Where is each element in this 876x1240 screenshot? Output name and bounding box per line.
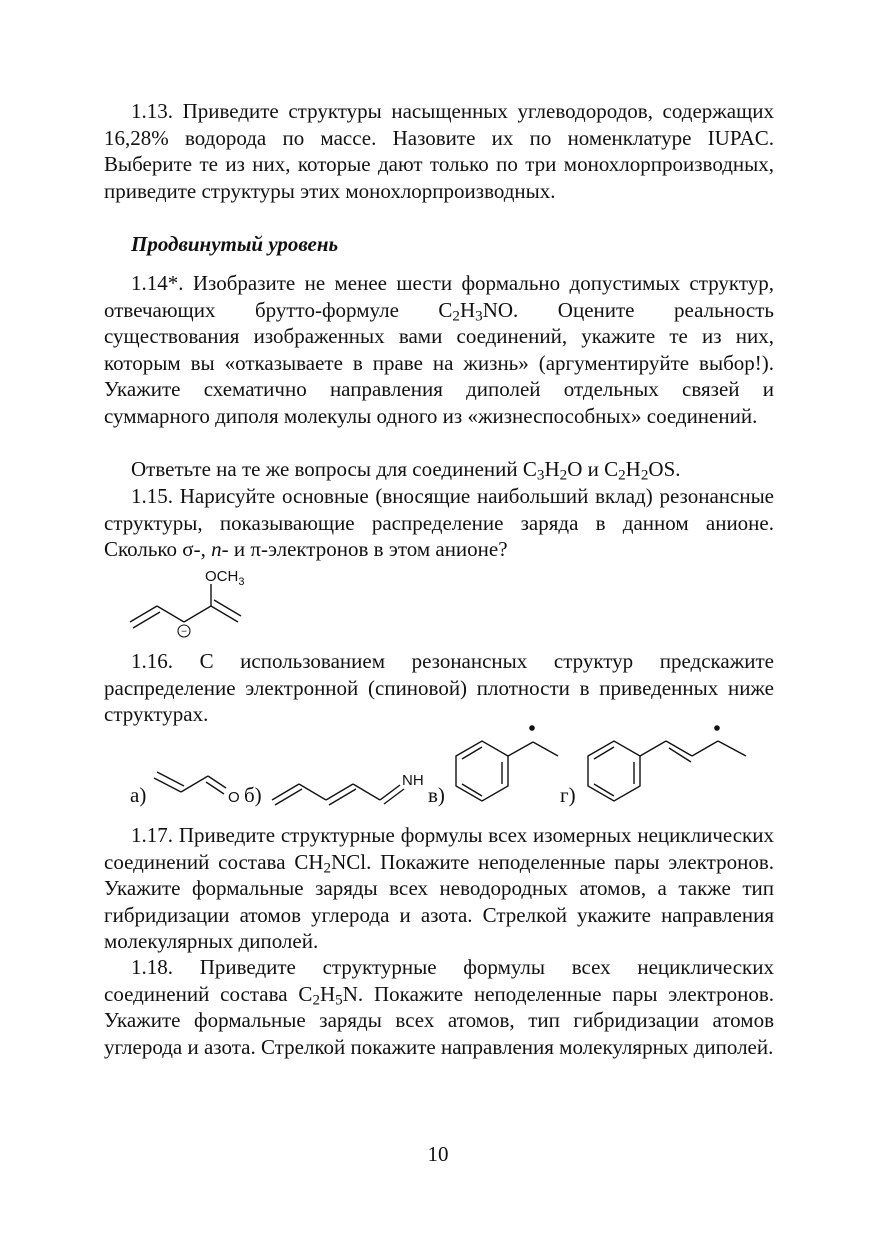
oxygen-atom: O bbox=[228, 789, 240, 806]
problem-1-17: 1.17. Приведите структурные формулы всех изомерных нециклических соединений состава $CH_2NCl$. Покажите неподеленные пары электронов. Укажите формальные заряды всех неводородных атомов, а также тип гибридизации атомов углерода и азота. Стрелкой укажите направления молекулярных диполей. bbox=[104, 823, 774, 954]
benzene-ring-v bbox=[456, 741, 558, 801]
page-number: 10 bbox=[427, 1142, 449, 1166]
problem-1-16: 1.16. С использованием резонансных структур предскажите распределение электронной (спиновой) плотности в приведенных ниже структурах. bbox=[104, 649, 774, 727]
label-a: а) bbox=[130, 783, 147, 807]
problem-1-18: 1.18. Приведите структурные формулы всех нециклических соединений состава $C_2H_5N$. Покажите неподеленные пары электронов. Укажите формальные заряды всех атомов, тип гибридизации атомов углерода и азота. Стрелкой покажите направления молекулярных диполей. bbox=[104, 955, 774, 1059]
imine-skeleton bbox=[272, 784, 404, 805]
problem-1-14: 1.14*. Изобразите не менее шести формально допустимых структур, отвечающих брутто-формуле $C_2H_3NO$. Оцените реальность существования изображенных вами соединений, укажите те из них, которым вы «отказываете в праве на жизнь» (аргументируйте выбор!). Укажите схематично направления диполей отдельных связей и суммарного диполя молекулы одного из «жизнеспособных» соединений. bbox=[104, 271, 774, 428]
problem-1-13: 1.13. Приведите структуры насыщенных углеводородов, содержащих 16,28% водорода по массе. Назовите их по номенклатуре IUPAC. Выберите те из них, которые дают только по три монохлорпроизводных, приведите структуры этих монохлорпроизводных. bbox=[104, 99, 774, 203]
section-heading-advanced: Продвинутый уровень bbox=[131, 232, 339, 256]
anion-skeleton bbox=[130, 584, 241, 628]
label-b: б) bbox=[244, 783, 262, 807]
nh-group: NH bbox=[402, 772, 424, 789]
methoxy-label: $OCH_3$ bbox=[205, 568, 245, 588]
charge-symbol: − bbox=[181, 626, 187, 638]
radical-structures bbox=[126, 722, 776, 810]
acrolein-skeleton bbox=[154, 772, 226, 794]
label-v: в) bbox=[428, 783, 445, 807]
anion-structure bbox=[120, 562, 260, 642]
problem-1-15: 1.15. Нарисуйте основные (вносящие наибольший вклад) резонансные структуры, показывающие распределение заряда в данном анионе. Сколько σ-, n- и π-электронов в этом анионе? bbox=[104, 484, 774, 562]
benzene-ring-g bbox=[588, 741, 746, 801]
radical-dot-v bbox=[529, 725, 535, 731]
label-g: г) bbox=[560, 783, 576, 807]
problem-1-14-followup: Ответьте на те же вопросы для соединений $C_3H_2O$ и $C_2H_2OS$. bbox=[131, 457, 681, 484]
radical-dot-g bbox=[714, 725, 720, 731]
